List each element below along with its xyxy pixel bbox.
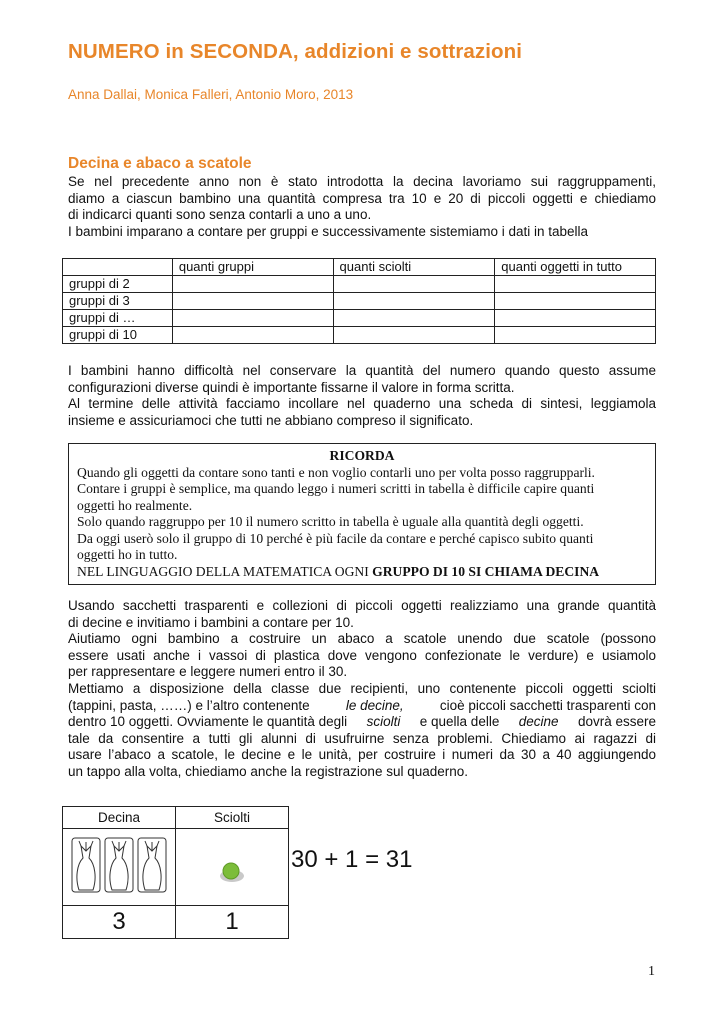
recall-line: Solo quando raggruppo per 10 il numero scritto in tabella è uguale alla quantità degli oggetti. (77, 514, 584, 529)
text-line: Usando sacchetti trasparenti e collezioni di piccoli oggetti realizziamo una grande quantità (68, 598, 656, 613)
table-cell (495, 327, 656, 344)
equation: 30 + 1 = 31 (291, 846, 413, 873)
cap-icon (212, 852, 252, 892)
abacus-objects-row (63, 829, 289, 906)
text-line: insieme e assicuriamoci che tutti ne abbiano compreso il significato. (68, 412, 474, 428)
text-span-italic: decine (518, 714, 559, 730)
tens-cell (63, 829, 176, 906)
table-row (63, 310, 656, 327)
text-line: Se nel precedente anno non è stato introdotta la decina lavoriamo sui raggruppamenti, (68, 174, 656, 189)
recall-line: Contare i gruppi è semplice, ma quando leggo i numeri scritti in tabella è difficile capire quanti (77, 481, 595, 496)
units-cell (176, 829, 289, 906)
table-cell (495, 293, 656, 310)
text-line: I bambini imparano a contare per gruppi e successivamente sistemiamo i dati in tabella (68, 223, 589, 239)
text-line: usare l’abaco a scatole, le decine e le unità, per costruire i numeri da 30 a 40 aggiungendo (68, 747, 656, 763)
grouping-table (62, 258, 656, 344)
recall-line: Quando gli oggetti da contare sono tanti e non voglio contarli uno per volta posso raggrupparli. (77, 464, 595, 480)
table-header-cell: quanti oggetti in tutto (495, 259, 656, 276)
recall-final-bold: GRUPPO DI 10 SI CHIAMA DECINA (372, 563, 600, 579)
recall-heading: RICORDA (329, 448, 395, 463)
activity-paragraph (68, 598, 656, 781)
section-title: Decina e abaco a scatole (68, 155, 252, 172)
abacus-header-units: Sciolti (176, 807, 289, 829)
table-cell (495, 276, 656, 293)
intro-paragraph (68, 174, 656, 240)
row-label: gruppi di 3 (63, 293, 173, 310)
recall-line: Da oggi userò solo il gruppo di 10 perché è più facile da contare e perché capisco subito quanti (77, 530, 594, 546)
text-line (68, 698, 656, 715)
text-line: di indicarci quanti sono senza contarli a uno a uno. (68, 207, 372, 223)
table-cell (172, 310, 333, 327)
table-cell (172, 327, 333, 344)
page-number: 1 (648, 964, 655, 979)
text-span-italic: le decine, (345, 697, 404, 713)
abacus-table (62, 806, 289, 939)
recall-final-plain: NEL LINGUAGGIO DELLA MATEMATICA OGNI (77, 563, 373, 579)
text-line: Aiutiamo ogni bambino a costruire un abaco a scatole unendo due scatole (possono (68, 631, 656, 647)
row-label: gruppi di … (63, 310, 173, 327)
abacus-values-row (63, 906, 289, 939)
abacus-header-row (63, 807, 289, 829)
recall-line: oggetti ho realmente. (77, 497, 193, 513)
text-span: (tappini, pasta, ……) e l’altro contenente (68, 697, 314, 713)
recall-box (68, 443, 656, 585)
recall-line: oggetti ho in tutto. (77, 547, 178, 562)
text-line: essere usati anche i vassoi di plastica dove vengono confezionate le verdure) e usiamolo (68, 647, 656, 663)
text-line: I bambini hanno difficoltà nel conservare la quantità del numero quando questo assume (68, 363, 656, 378)
row-label: gruppi di 10 (63, 327, 173, 344)
table-cell (172, 293, 333, 310)
table-header-cell: quanti sciolti (333, 259, 495, 276)
text-span: dentro 10 oggetti. Ovviamente le quantità degli (68, 714, 351, 730)
text-line: un tappo alla volta, chiediamo anche la registrazione sul quaderno. (68, 763, 469, 779)
table-cell (495, 310, 656, 327)
text-line (68, 714, 656, 731)
bag-icon (105, 838, 133, 892)
tens-bags (69, 834, 169, 896)
table-cell (333, 276, 495, 293)
text-span-italic: sciolti (366, 714, 401, 730)
bag-icon (72, 838, 100, 892)
text-span: cioè piccoli sacchetti trasparenti con (436, 697, 656, 713)
text-span: e quella delle (416, 714, 504, 730)
table-row (63, 327, 656, 344)
table-header-cell (63, 259, 173, 276)
table-cell (333, 327, 495, 344)
row-label: gruppi di 2 (63, 276, 173, 293)
units-value: 1 (176, 906, 289, 939)
authors: Anna Dallai, Monica Falleri, Antonio Moro, 2013 (68, 87, 354, 102)
bag-icon (138, 838, 166, 892)
table-row (63, 276, 656, 293)
difficulty-paragraph (68, 363, 656, 429)
table-cell (172, 276, 333, 293)
table-cell (333, 293, 495, 310)
table-cell (333, 310, 495, 327)
table-header-row (63, 259, 656, 276)
text-line: Al termine delle attività facciamo incollare nel quaderno una scheda di sintesi, leggiamola (68, 396, 656, 412)
abacus-header-tens: Decina (63, 807, 176, 829)
table-row (63, 293, 656, 310)
recall-body (69, 465, 655, 581)
recall-final-line (77, 564, 647, 581)
text-line: configurazioni diverse quindi è importante fissarne il valore in forma scritta. (68, 379, 515, 395)
text-line: tale da consentire a tutti gli alunni di usufruirne senza problemi. Chiediamo ai ragazzi di (68, 730, 656, 746)
text-line: di decine e invitiamo i bambini a contare per 10. (68, 614, 354, 630)
table-header-cell: quanti gruppi (172, 259, 333, 276)
text-line: diamo a ciascun bambino una quantità compresa tra 10 e 20 di piccoli oggetti e chiediamo (68, 190, 656, 206)
page-title: NUMERO in SECONDA, addizioni e sottrazioni (68, 40, 523, 63)
text-span: dovrà essere (574, 714, 656, 730)
tens-value: 3 (63, 906, 176, 939)
text-line: Mettiamo a disposizione della classe due recipienti, uno contenente piccoli oggetti sciolti (68, 680, 656, 696)
text-line: per rappresentare e leggere numeri entro il 30. (68, 664, 348, 680)
